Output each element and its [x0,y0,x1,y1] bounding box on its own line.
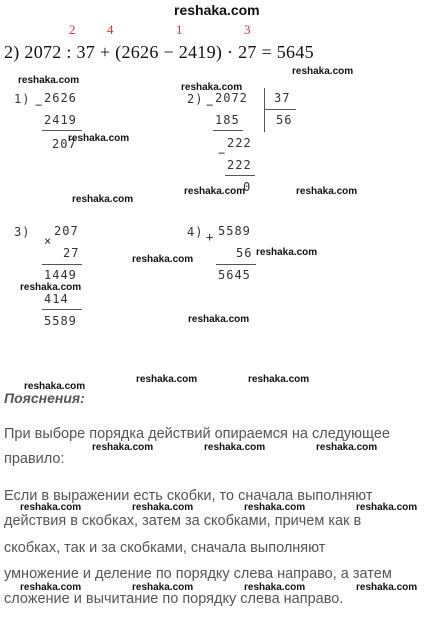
watermark: reshaka.com [181,82,243,93]
watermark: reshaka.com [296,186,358,197]
watermark: reshaka.com [72,194,134,205]
order-mark-4: 3 [244,22,251,37]
explanation-line: правило: [4,451,65,467]
step-3-line-1 [42,264,82,265]
order-mark-3: 1 [176,22,183,37]
watermark: reshaka.com [68,133,130,144]
step-2-line-2 [225,175,255,176]
watermark: reshaka.com [356,582,418,593]
step-2-sub2: 222 [227,158,252,172]
step-4-line [216,264,256,265]
watermark: reshaka.com [136,374,198,385]
step-1-subtrahend: 2419 [44,113,77,127]
step-4-label: 4) [187,225,204,239]
explanation-line: действия в скобках, затем за скобками, причем как в [4,513,362,529]
order-mark-1: 2 [69,22,76,37]
watermark: reshaka.com [18,75,80,86]
step-2-quotient: 56 [276,113,293,127]
watermark: reshaka.com [292,66,354,77]
times-sign: × [44,234,53,248]
step-1-minuend: 2626 [44,91,77,105]
watermark-top: reshaka.com [174,2,260,18]
step-1-line [42,130,82,131]
watermark: reshaka.com [20,502,82,513]
watermark: reshaka.com [132,254,194,265]
explanation-line: Если в выражении есть скобки, то сначала выполняют [4,488,373,504]
minus-sign: − [35,98,44,112]
watermark: reshaka.com [184,186,246,197]
step-2-dividend: 2072 [215,91,248,105]
step-4-addend1: 5589 [218,224,251,238]
step-3-label: 3) [14,225,31,239]
watermark: reshaka.com [256,247,318,258]
watermark: reshaka.com [244,582,306,593]
division-bracket-horizontal [264,109,296,110]
watermark: reshaka.com [188,314,250,325]
watermark: reshaka.com [316,442,378,453]
minus-sign: − [218,146,227,160]
plus-sign: + [206,230,215,244]
step-3-product: 5589 [44,314,77,328]
step-1-result: 207 [52,137,77,151]
watermark: reshaka.com [248,374,310,385]
explanation-line: сложение и вычитание по порядку слева направо. [4,591,344,607]
watermark: reshaka.com [20,582,82,593]
watermark: reshaka.com [132,502,194,513]
watermark: reshaka.com [204,442,266,453]
step-2-label: 2) [187,92,204,106]
order-mark-2: 4 [107,22,114,37]
watermark: reshaka.com [132,582,194,593]
step-2-sub1: 185 [215,113,240,127]
minus-sign: − [206,98,215,112]
watermark: reshaka.com [356,502,418,513]
step-2-remainder: 0 [243,180,252,194]
step-3-factor1: 207 [54,224,79,238]
step-3-partial1: 1449 [44,268,77,282]
main-expression: 2) 2072 : 37 + (2626 − 2419) · 27 = 5645 [4,42,314,62]
watermark: reshaka.com [244,502,306,513]
watermark: reshaka.com [24,381,86,392]
division-bracket-vertical [264,88,265,132]
step-2-partial: 222 [227,136,252,150]
step-3-factor2: 27 [63,246,80,260]
step-4-addend2: 56 [236,246,253,260]
step-3-line-2 [42,309,82,310]
explanation-line: При выборе порядка действий опираемся на следующее [4,426,390,442]
step-4-sum: 5645 [218,268,251,282]
step-3-partial2: 414 [44,292,69,306]
watermark: reshaka.com [92,442,154,453]
step-2-line-1 [213,130,243,131]
explanation-line: умножение и деление по порядку слева направо, а затем [4,566,392,582]
watermark: reshaka.com [20,282,82,293]
explanation-heading: Пояснения: [4,390,85,406]
explanation-line: скобках, так и за скобками, сначала выполняют [4,540,326,556]
step-1-label: 1) [14,92,31,106]
step-2-divisor: 37 [274,91,291,105]
